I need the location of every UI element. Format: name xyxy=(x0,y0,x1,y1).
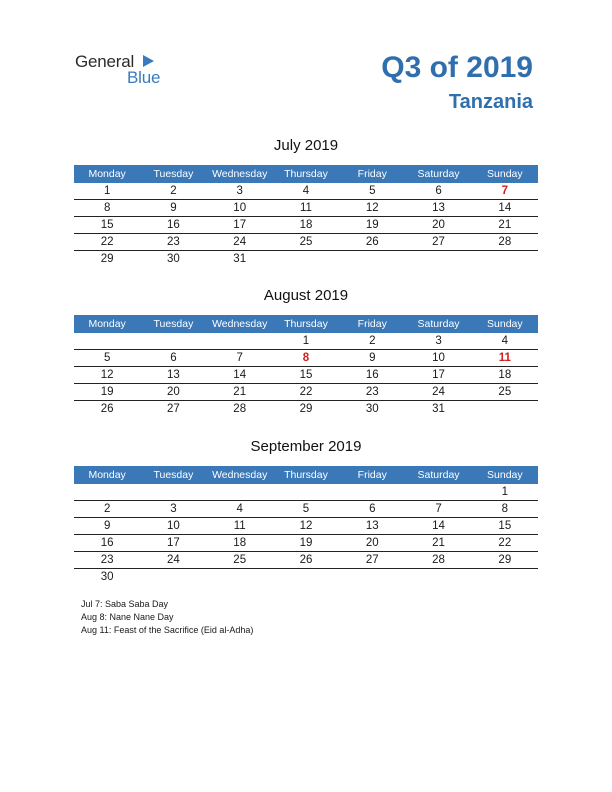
day-cell: 3 xyxy=(435,335,442,347)
day-cell xyxy=(140,484,206,500)
day-cell xyxy=(207,569,273,585)
month-september xyxy=(74,438,538,585)
day-cell xyxy=(472,251,538,267)
weekday-label: Monday xyxy=(88,318,126,330)
weekday-header xyxy=(74,466,538,484)
day-cell: 15 xyxy=(498,520,512,532)
day-cell: 2 xyxy=(103,503,111,515)
day-cell: 30 xyxy=(100,571,114,583)
weekday-label: Saturday xyxy=(417,318,460,330)
weekday-label: Tuesday xyxy=(153,469,194,481)
day-cell: 20 xyxy=(365,537,379,549)
day-cell: 18 xyxy=(233,537,247,549)
day-cell: 16 xyxy=(167,219,180,231)
day-cell: 26 xyxy=(365,236,379,248)
week-row xyxy=(74,350,538,367)
holiday-note: Aug 11: Feast of the Sacrifice (Eid al-Adha) xyxy=(81,625,254,635)
day-cell xyxy=(273,484,339,500)
day-cell: 31 xyxy=(233,253,247,265)
day-cell: 27 xyxy=(432,236,445,248)
day-cell: 13 xyxy=(432,202,445,214)
weekday-label: Tuesday xyxy=(153,168,194,180)
day-cell: 24 xyxy=(233,236,247,248)
day-cell: 23 xyxy=(365,386,379,398)
weekday-label: Friday xyxy=(357,469,387,481)
day-cell: 7 xyxy=(435,503,442,515)
day-cell: 3 xyxy=(236,185,243,197)
day-cell: 26 xyxy=(100,403,114,415)
holiday-note: Jul 7: Saba Saba Day xyxy=(81,599,169,609)
weekday-label: Tuesday xyxy=(153,318,194,330)
month-title: August 2019 xyxy=(263,287,349,304)
weekday-label: Thursday xyxy=(284,168,328,180)
day-cell: 4 xyxy=(501,335,509,347)
day-cell: 28 xyxy=(432,554,445,566)
day-cell: 1 xyxy=(302,335,310,347)
day-cell: 18 xyxy=(498,369,512,381)
day-cell: 22 xyxy=(100,236,114,248)
holiday-day-cell: 11 xyxy=(498,352,511,364)
day-cell: 25 xyxy=(299,236,313,248)
month-title: September 2019 xyxy=(250,438,362,455)
day-cell: 8 xyxy=(501,503,509,515)
day-cell: 23 xyxy=(100,554,114,566)
week-row xyxy=(74,367,538,384)
holiday-notes xyxy=(81,598,253,637)
week-row xyxy=(74,552,538,569)
day-cell: 26 xyxy=(299,554,313,566)
week-row xyxy=(74,217,538,234)
weekday-label: Wednesday xyxy=(212,469,268,481)
weekday-label: Sunday xyxy=(487,469,523,481)
day-cell xyxy=(339,484,405,500)
day-cell: 22 xyxy=(498,537,512,549)
week-row xyxy=(74,569,538,585)
week-row xyxy=(74,234,538,251)
day-cell: 28 xyxy=(498,236,512,248)
day-cell: 10 xyxy=(432,352,445,364)
day-cell: 19 xyxy=(299,537,313,549)
day-cell: 23 xyxy=(167,236,180,248)
day-cell: 16 xyxy=(100,537,114,549)
day-cell: 30 xyxy=(167,253,180,265)
month-title: July 2019 xyxy=(273,137,339,154)
day-cell: 24 xyxy=(432,386,445,398)
day-cell: 12 xyxy=(365,202,379,214)
day-cell: 17 xyxy=(233,219,247,231)
day-cell: 18 xyxy=(299,219,313,231)
day-cell xyxy=(273,569,339,585)
weekday-header xyxy=(74,165,538,183)
day-cell: 14 xyxy=(233,369,247,381)
country-name: Tanzania xyxy=(448,91,533,113)
brand-word-general: General xyxy=(75,52,135,71)
weekday-label: Friday xyxy=(357,168,387,180)
brand-word-blue: Blue xyxy=(127,68,161,87)
day-cell: 6 xyxy=(435,185,442,197)
day-cell xyxy=(207,484,273,500)
day-cell: 22 xyxy=(299,386,313,398)
day-cell: 11 xyxy=(300,202,312,214)
day-cell: 21 xyxy=(498,219,512,231)
day-cell xyxy=(140,333,206,349)
day-cell: 8 xyxy=(103,202,111,214)
brand-logo xyxy=(75,52,175,88)
day-cell: 13 xyxy=(167,369,180,381)
day-cell xyxy=(405,251,471,267)
weekday-header xyxy=(74,315,538,333)
week-row xyxy=(74,401,538,417)
day-cell xyxy=(472,569,538,585)
holiday-day-cell: 8 xyxy=(302,352,310,364)
day-cell xyxy=(405,484,471,500)
week-row xyxy=(74,484,538,501)
day-cell: 27 xyxy=(365,554,379,566)
weekday-label: Wednesday xyxy=(212,168,268,180)
day-cell: 25 xyxy=(498,386,512,398)
month-august xyxy=(74,287,538,417)
day-cell: 19 xyxy=(365,219,379,231)
day-cell: 29 xyxy=(498,554,512,566)
weekday-label: Monday xyxy=(88,168,126,180)
day-cell: 3 xyxy=(170,503,177,515)
day-cell: 7 xyxy=(236,352,243,364)
holiday-note: Aug 8: Nane Nane Day xyxy=(81,612,174,622)
day-cell: 12 xyxy=(299,520,313,532)
day-cell: 31 xyxy=(432,403,445,415)
week-row xyxy=(74,535,538,552)
week-row xyxy=(74,384,538,401)
day-cell: 17 xyxy=(432,369,445,381)
day-cell: 29 xyxy=(100,253,114,265)
weekday-label: Thursday xyxy=(284,318,328,330)
day-cell: 12 xyxy=(100,369,114,381)
day-cell xyxy=(273,251,339,267)
day-cell: 17 xyxy=(167,537,180,549)
day-cell: 14 xyxy=(498,202,512,214)
week-row xyxy=(74,183,538,200)
flag-icon xyxy=(141,54,155,68)
day-cell: 30 xyxy=(365,403,379,415)
weekday-label: Sunday xyxy=(487,318,523,330)
day-cell: 15 xyxy=(299,369,313,381)
day-cell: 10 xyxy=(167,520,180,532)
day-cell: 9 xyxy=(369,352,376,364)
weekday-label: Sunday xyxy=(487,168,523,180)
weekday-label: Saturday xyxy=(417,168,460,180)
week-row xyxy=(74,251,538,267)
day-cell: 1 xyxy=(501,486,509,498)
day-cell xyxy=(472,401,538,417)
day-cell: 9 xyxy=(170,202,177,214)
weekday-label: Thursday xyxy=(284,469,328,481)
day-cell: 15 xyxy=(100,219,114,231)
day-cell: 5 xyxy=(302,503,310,515)
weekday-label: Friday xyxy=(357,318,387,330)
day-cell xyxy=(207,333,273,349)
week-row xyxy=(74,501,538,518)
day-cell xyxy=(339,251,405,267)
day-cell: 20 xyxy=(432,219,445,231)
day-cell xyxy=(74,484,140,500)
day-cell xyxy=(339,569,405,585)
day-cell: 27 xyxy=(167,403,180,415)
month-july xyxy=(74,137,538,267)
day-cell: 1 xyxy=(103,185,111,197)
weekday-label: Monday xyxy=(88,469,126,481)
day-cell xyxy=(405,569,471,585)
day-cell: 16 xyxy=(365,369,379,381)
week-row xyxy=(74,200,538,217)
day-cell: 28 xyxy=(233,403,247,415)
day-cell: 10 xyxy=(233,202,247,214)
holiday-day-cell: 7 xyxy=(501,185,509,197)
day-cell: 2 xyxy=(369,335,376,347)
day-cell: 21 xyxy=(233,386,247,398)
day-cell: 6 xyxy=(369,503,376,515)
day-cell: 4 xyxy=(302,185,310,197)
day-cell xyxy=(74,333,140,349)
day-cell: 4 xyxy=(236,503,243,515)
day-cell: 19 xyxy=(100,386,114,398)
weekday-label: Wednesday xyxy=(212,318,268,330)
day-cell: 9 xyxy=(103,520,111,532)
day-cell: 20 xyxy=(167,386,180,398)
day-cell: 5 xyxy=(103,352,111,364)
day-cell xyxy=(140,569,206,585)
day-cell: 5 xyxy=(369,185,376,197)
day-cell: 25 xyxy=(233,554,247,566)
weekday-label: Saturday xyxy=(417,469,460,481)
day-cell: 14 xyxy=(432,520,445,532)
day-cell: 29 xyxy=(299,403,313,415)
day-cell: 21 xyxy=(432,537,445,549)
day-cell: 6 xyxy=(170,352,177,364)
day-cell: 13 xyxy=(365,520,379,532)
page-title: Q3 of 2019 xyxy=(381,51,533,84)
day-cell: 11 xyxy=(233,520,246,532)
week-row xyxy=(74,333,538,350)
day-cell: 2 xyxy=(170,185,177,197)
day-cell: 24 xyxy=(167,554,180,566)
week-row xyxy=(74,518,538,535)
